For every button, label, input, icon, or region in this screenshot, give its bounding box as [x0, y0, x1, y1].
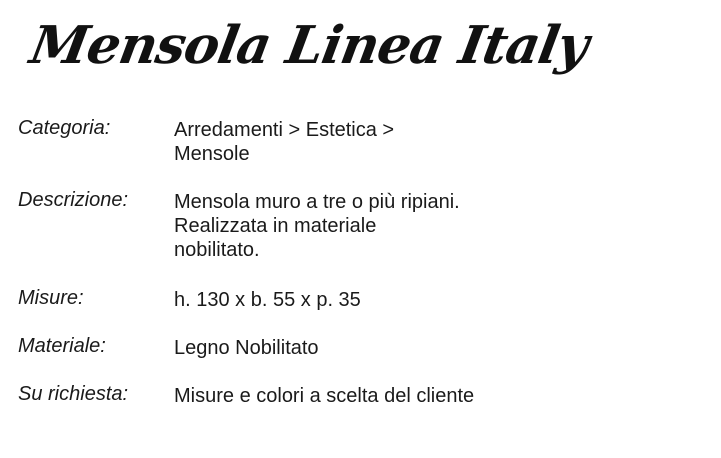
spec-label-materiale: Materiale: — [18, 335, 106, 357]
product-title: Mensola Linea Italy — [25, 15, 593, 76]
spec-value-materiale — [174, 336, 514, 360]
spec-label-su-richiesta: Su richiesta: — [18, 383, 129, 405]
spec-value-line: nobilitato. — [174, 239, 260, 261]
spec-value-line: Realizzata in materiale — [174, 215, 377, 237]
spec-value-descrizione — [174, 190, 514, 262]
spec-label-categoria: Categoria: — [18, 117, 111, 139]
spec-value-misure — [174, 288, 514, 312]
spec-value-categoria — [174, 118, 514, 166]
spec-value-su-richiesta — [174, 384, 514, 408]
spec-label-descrizione: Descrizione: — [18, 189, 129, 211]
spec-value-line: Legno Nobilitato — [174, 337, 319, 359]
spec-label-misure: Misure: — [18, 287, 84, 309]
spec-value-line: Misure e colori a scelta del cliente — [174, 385, 475, 407]
spec-value-line: Arredamenti > Estetica > — [174, 119, 395, 141]
spec-value-line: Mensole — [174, 143, 250, 165]
spec-value-line: Mensola muro a tre o più ripiani. — [174, 191, 460, 213]
spec-value-line: h. 130 x b. 55 x p. 35 — [174, 289, 361, 311]
